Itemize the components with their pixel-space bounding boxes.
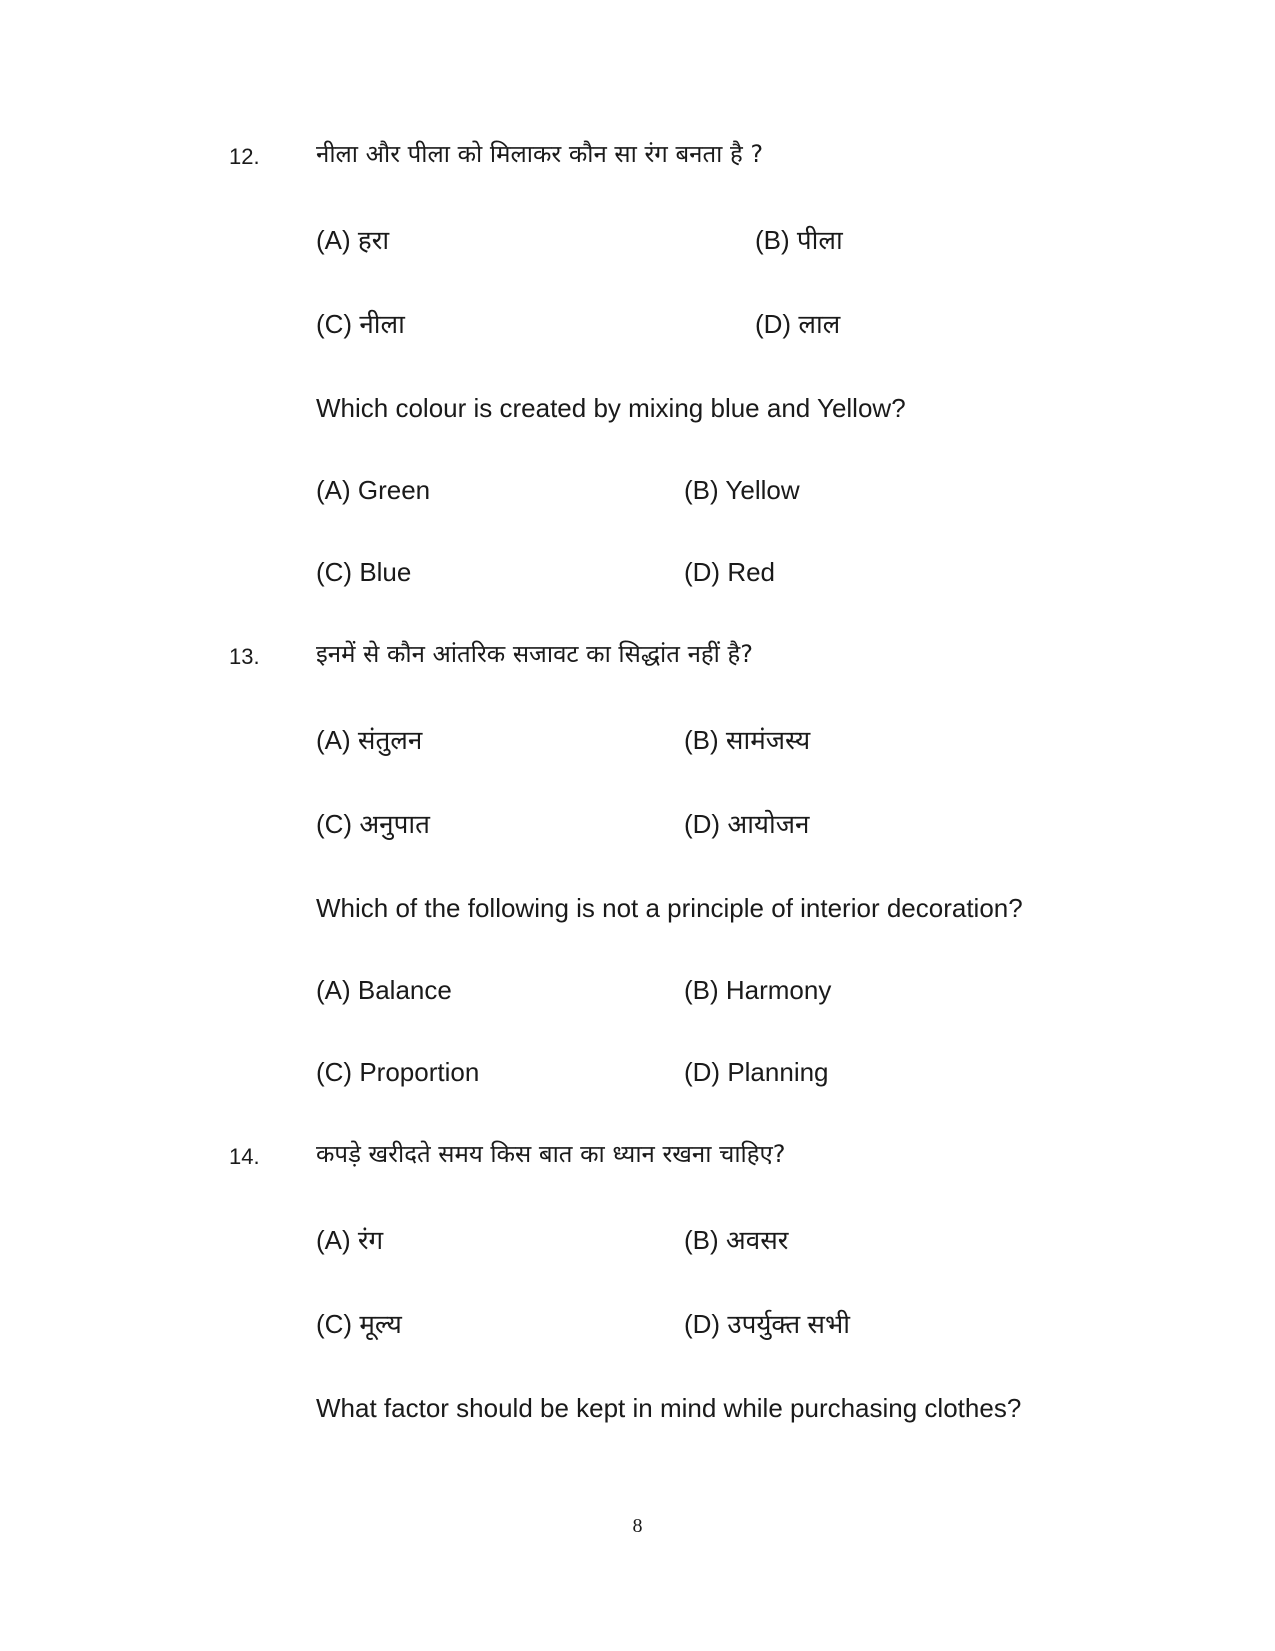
question-number: 12.: [229, 144, 260, 169]
option-c-english: (C) Blue: [316, 557, 412, 587]
option-b-hindi: (B) सामंजस्य: [684, 725, 811, 755]
page-number: 8: [632, 1515, 643, 1537]
question-text-hindi: कपड़े खरीदते समय किस बात का ध्यान रखना चाहिए?: [316, 1140, 786, 1168]
option-a-english: (A) Green: [316, 475, 431, 505]
question-text-english: What factor should be kept in mind while purchasing clothes?: [316, 1393, 1022, 1423]
question-number: 14.: [229, 1144, 260, 1169]
option-c-hindi: (C) मूल्य: [316, 1309, 402, 1339]
option-b-hindi: (B) अवसर: [684, 1225, 789, 1255]
option-d-hindi: (D) आयोजन: [684, 809, 810, 839]
option-a-hindi: (A) रंग: [316, 1225, 384, 1255]
option-c-hindi: (C) नीला: [316, 309, 405, 339]
option-d-hindi: (D) उपर्युक्त सभी: [684, 1309, 850, 1339]
option-d-english: (D) Red: [684, 557, 776, 587]
option-c-english: (C) Proportion: [316, 1057, 480, 1087]
question-text-hindi: नीला और पीला को मिलाकर कौन सा रंग बनता है ?: [316, 140, 764, 168]
option-a-hindi: (A) हरा: [316, 225, 390, 255]
option-b-english: (B) Harmony: [684, 975, 832, 1005]
question-text-hindi: इनमें से कौन आंतरिक सजावट का सिद्धांत नहीं है?: [316, 640, 753, 668]
question-text-english: Which of the following is not a principle of interior decoration?: [316, 893, 1023, 923]
question-text-english: Which colour is created by mixing blue and Yellow?: [316, 393, 906, 423]
option-a-hindi: (A) संतुलन: [316, 725, 423, 755]
option-c-hindi: (C) अनुपात: [316, 809, 430, 839]
option-d-hindi: (D) लाल: [755, 309, 841, 339]
option-d-english: (D) Planning: [684, 1057, 829, 1087]
question-number: 13.: [229, 644, 260, 669]
option-b-hindi: (B) पीला: [755, 225, 843, 255]
option-b-english: (B) Yellow: [684, 475, 800, 505]
option-a-english: (A) Balance: [316, 975, 452, 1005]
